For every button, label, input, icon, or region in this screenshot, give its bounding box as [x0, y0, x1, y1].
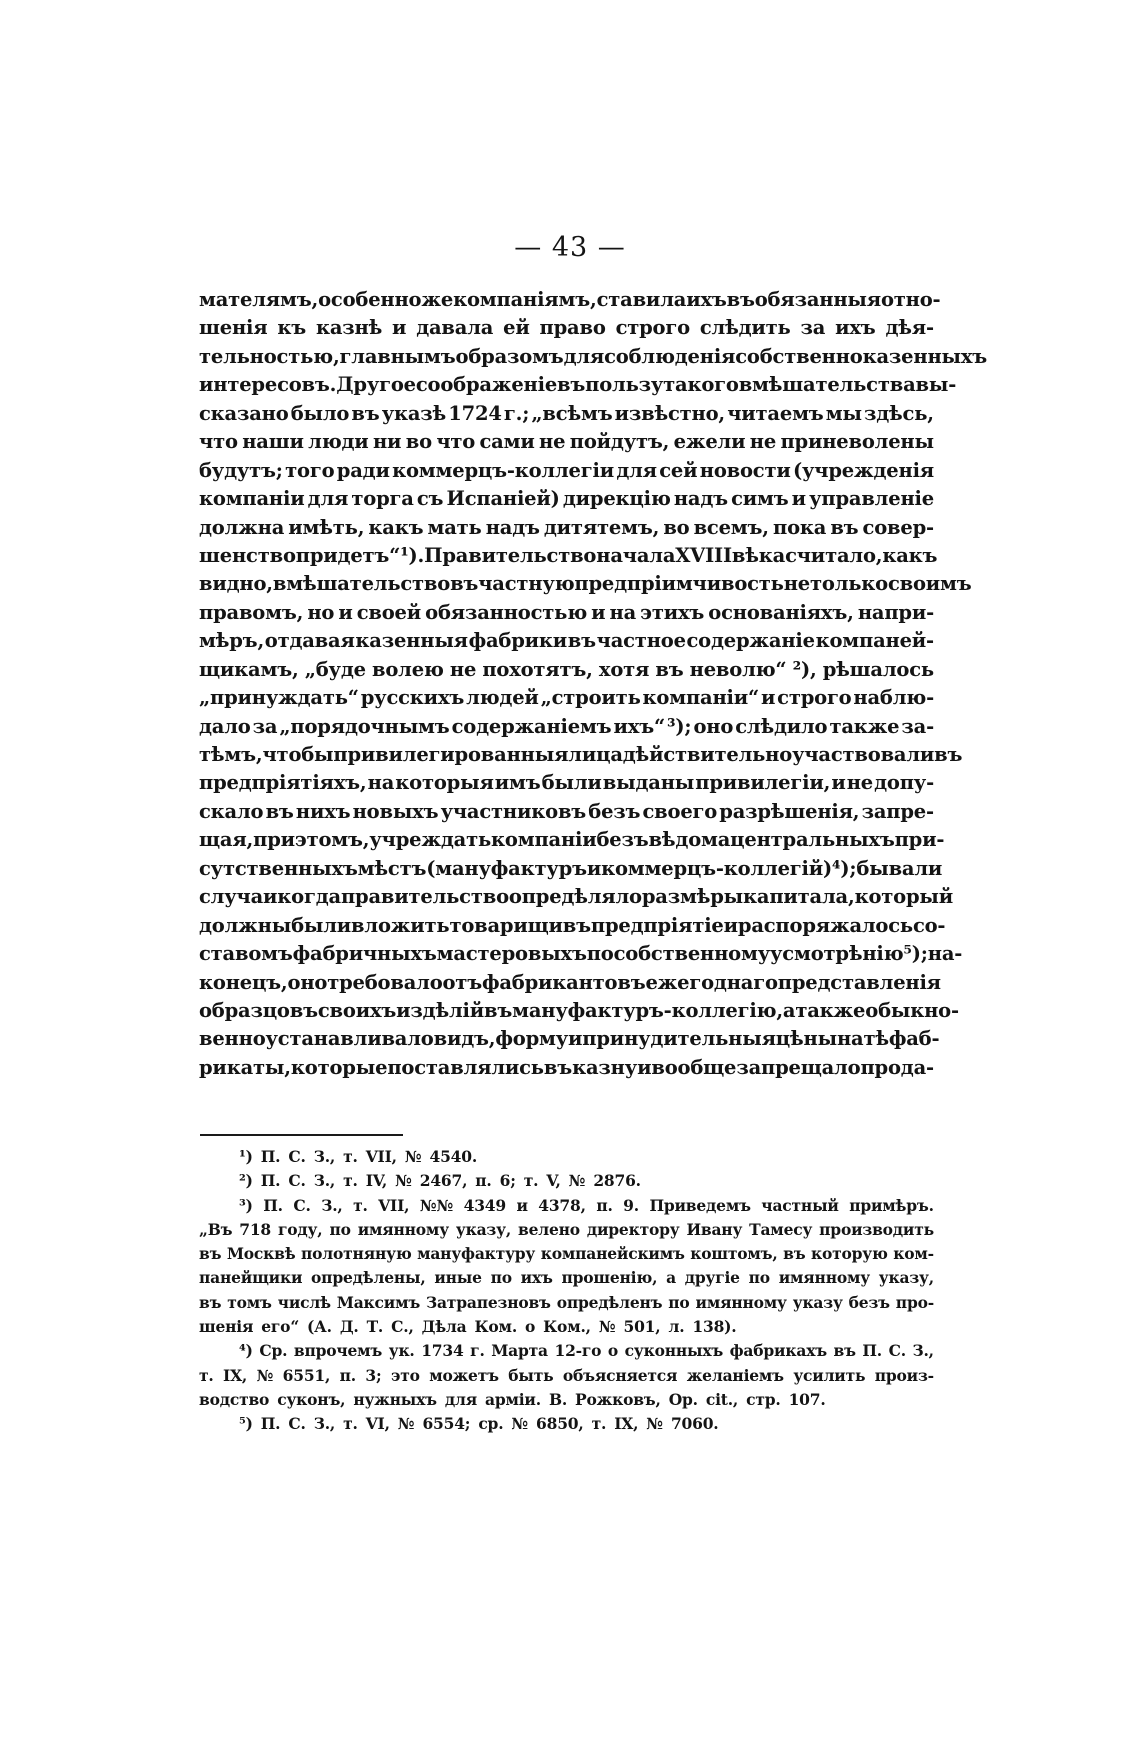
footnote-line: панейщики опредѣлены, иные по ихъ прошенію, а другіе по имянному указу, [199, 1268, 934, 1288]
footnote-line: въ томъ числѣ Максимъ Затрапезновъ опредѣленъ по имянному указу безъ про- [199, 1292, 934, 1312]
page-number: — 43 — [514, 232, 626, 263]
text-line: шенство придетъ“ ¹). Правительство начала XVIII вѣка считало, какъ [199, 543, 938, 567]
text-line: интересовъ. Другое соображеніе въ пользу такого вмѣшательства вы- [199, 373, 957, 397]
footnote-separator [200, 1134, 403, 1136]
footnote-line: въ Москвѣ полотняную мануфактуру компанейскимъ коштомъ, въ которую ком- [199, 1244, 934, 1264]
text-line: мателямъ, особенно же компаніямъ, ставила ихъ въ обязанныя отно- [199, 288, 941, 311]
footnotes [199, 1145, 934, 1437]
footnote-line: т. IX, № 6551, п. 3; это можетъ быть объясняется желаніемъ усилить произ- [199, 1365, 934, 1385]
text-line: случаи когда правительство опредѣляло размѣры капитала, который [199, 885, 953, 909]
text-line: сутственныхъ мѣстъ (мануфактуръ и коммерцъ - коллегій) ⁴); бывали [199, 856, 943, 880]
text-line: скало въ нихъ новыхъ участниковъ безъ своего разрѣшенія, запре- [199, 799, 934, 823]
text-line: будутъ; того ради коммерцъ-коллегіи для сей новости (учрежденія [199, 458, 934, 482]
text-line: ставомъ фабричныхъ мастеровыхъ по собственному усмотрѣнію ⁵); на- [199, 942, 963, 966]
text-line: тельностью, главнымъ образомъ для соблюденія собственно казенныхъ [199, 344, 988, 368]
footnote-line: водство суконъ, нужныхъ для арміи. В. Рожковъ, Op. cit., стр. 107. [199, 1389, 826, 1409]
text-line: правомъ, но и своей обязанностью и на этихъ основаніяхъ, напри- [199, 600, 934, 624]
text-line: должны были вложить товарищи въ предпріятіе и распоряжалось со- [199, 913, 946, 937]
text-line: что наши люди ни во что сами не пойдутъ, ежели не приневолены [199, 430, 934, 454]
text-line: щикамъ, „буде волею не похотятъ, хотя въ неволю“ ²), рѣшалось [199, 657, 934, 681]
text-line: видно, вмѣшательство въ частную предпріимчивость не только своимъ [199, 572, 972, 596]
text-line: щая, при этомъ, учреждать компаніи безъ вѣдома центральныхъ при- [199, 828, 945, 852]
text-line: сказано было въ указѣ 1724 г.; „всѣмъ извѣстно, читаемъ мы здѣсь, [199, 401, 934, 425]
text-line: образцовъ своихъ издѣлій въ мануфактуръ-коллегію, а также обыкно- [199, 998, 959, 1022]
text-line: дало за „порядочнымъ содержаніемъ ихъ“ ³); оно слѣдило также за- [199, 714, 934, 738]
text-line: компаніи для торга съ Испаніей) дирекцію надъ симъ и управленіе [199, 487, 934, 511]
text-line: тѣмъ, чтобы привилегированныя лица дѣйствительно участвовали въ [199, 743, 963, 766]
footnote-line: ⁵) П. С. З., т. VI, № 6554; ср. № 6850, т. IX, № 7060. [239, 1414, 719, 1434]
text-line: должна имѣть, какъ мать надъ дитятемъ, во всемъ, пока въ совер- [199, 515, 934, 539]
footnote-line: „Въ 718 году, по имянному указу, велено директору Ивану Тамесу производить [199, 1219, 934, 1239]
main-text [199, 286, 988, 1082]
text-line: предпріятіяхъ, на которыя имъ были выданы привилегіи, и не допу- [199, 771, 934, 795]
footnote-line: шенія его“ (А. Д. Т. С., Дѣла Ком. о Ком., № 501, л. 138). [199, 1317, 737, 1337]
text-line: мѣръ, отдавая казенныя фабрики въ частное содержаніе компаней- [199, 629, 934, 653]
text-line: рикаты, которые поставлялись въ казну и вообще запрещало прода- [199, 1055, 934, 1079]
text-line: „принуждать“ русскихъ людей „строить компаніи“ и строго наблю- [199, 686, 934, 710]
footnote-line: ⁴) Ср. впрочемъ ук. 1734 г. Марта 12-го о суконныхъ фабрикахъ въ П. С. З., [239, 1341, 934, 1361]
text-line: конецъ, оно требовало отъ фабрикантовъ ежегоднаго представленія [199, 970, 941, 994]
text-line: шенія къ казнѣ и давала ей право строго слѣдить за ихъ дѣя- [199, 316, 934, 340]
footnote-line: ²) П. С. З., т. IV, № 2467, п. 6; т. V, № 2876. [239, 1171, 641, 1191]
footnote-line: ³) П. С. З., т. VII, №№ 4349 и 4378, п. 9. Приведемъ частный примѣръ. [239, 1195, 934, 1215]
text-line: венно устанавливало видъ, форму и принудительныя цѣны на тѣ фаб- [199, 1027, 940, 1051]
footnote-line: ¹) П. С. З., т. VII, № 4540. [239, 1147, 478, 1166]
